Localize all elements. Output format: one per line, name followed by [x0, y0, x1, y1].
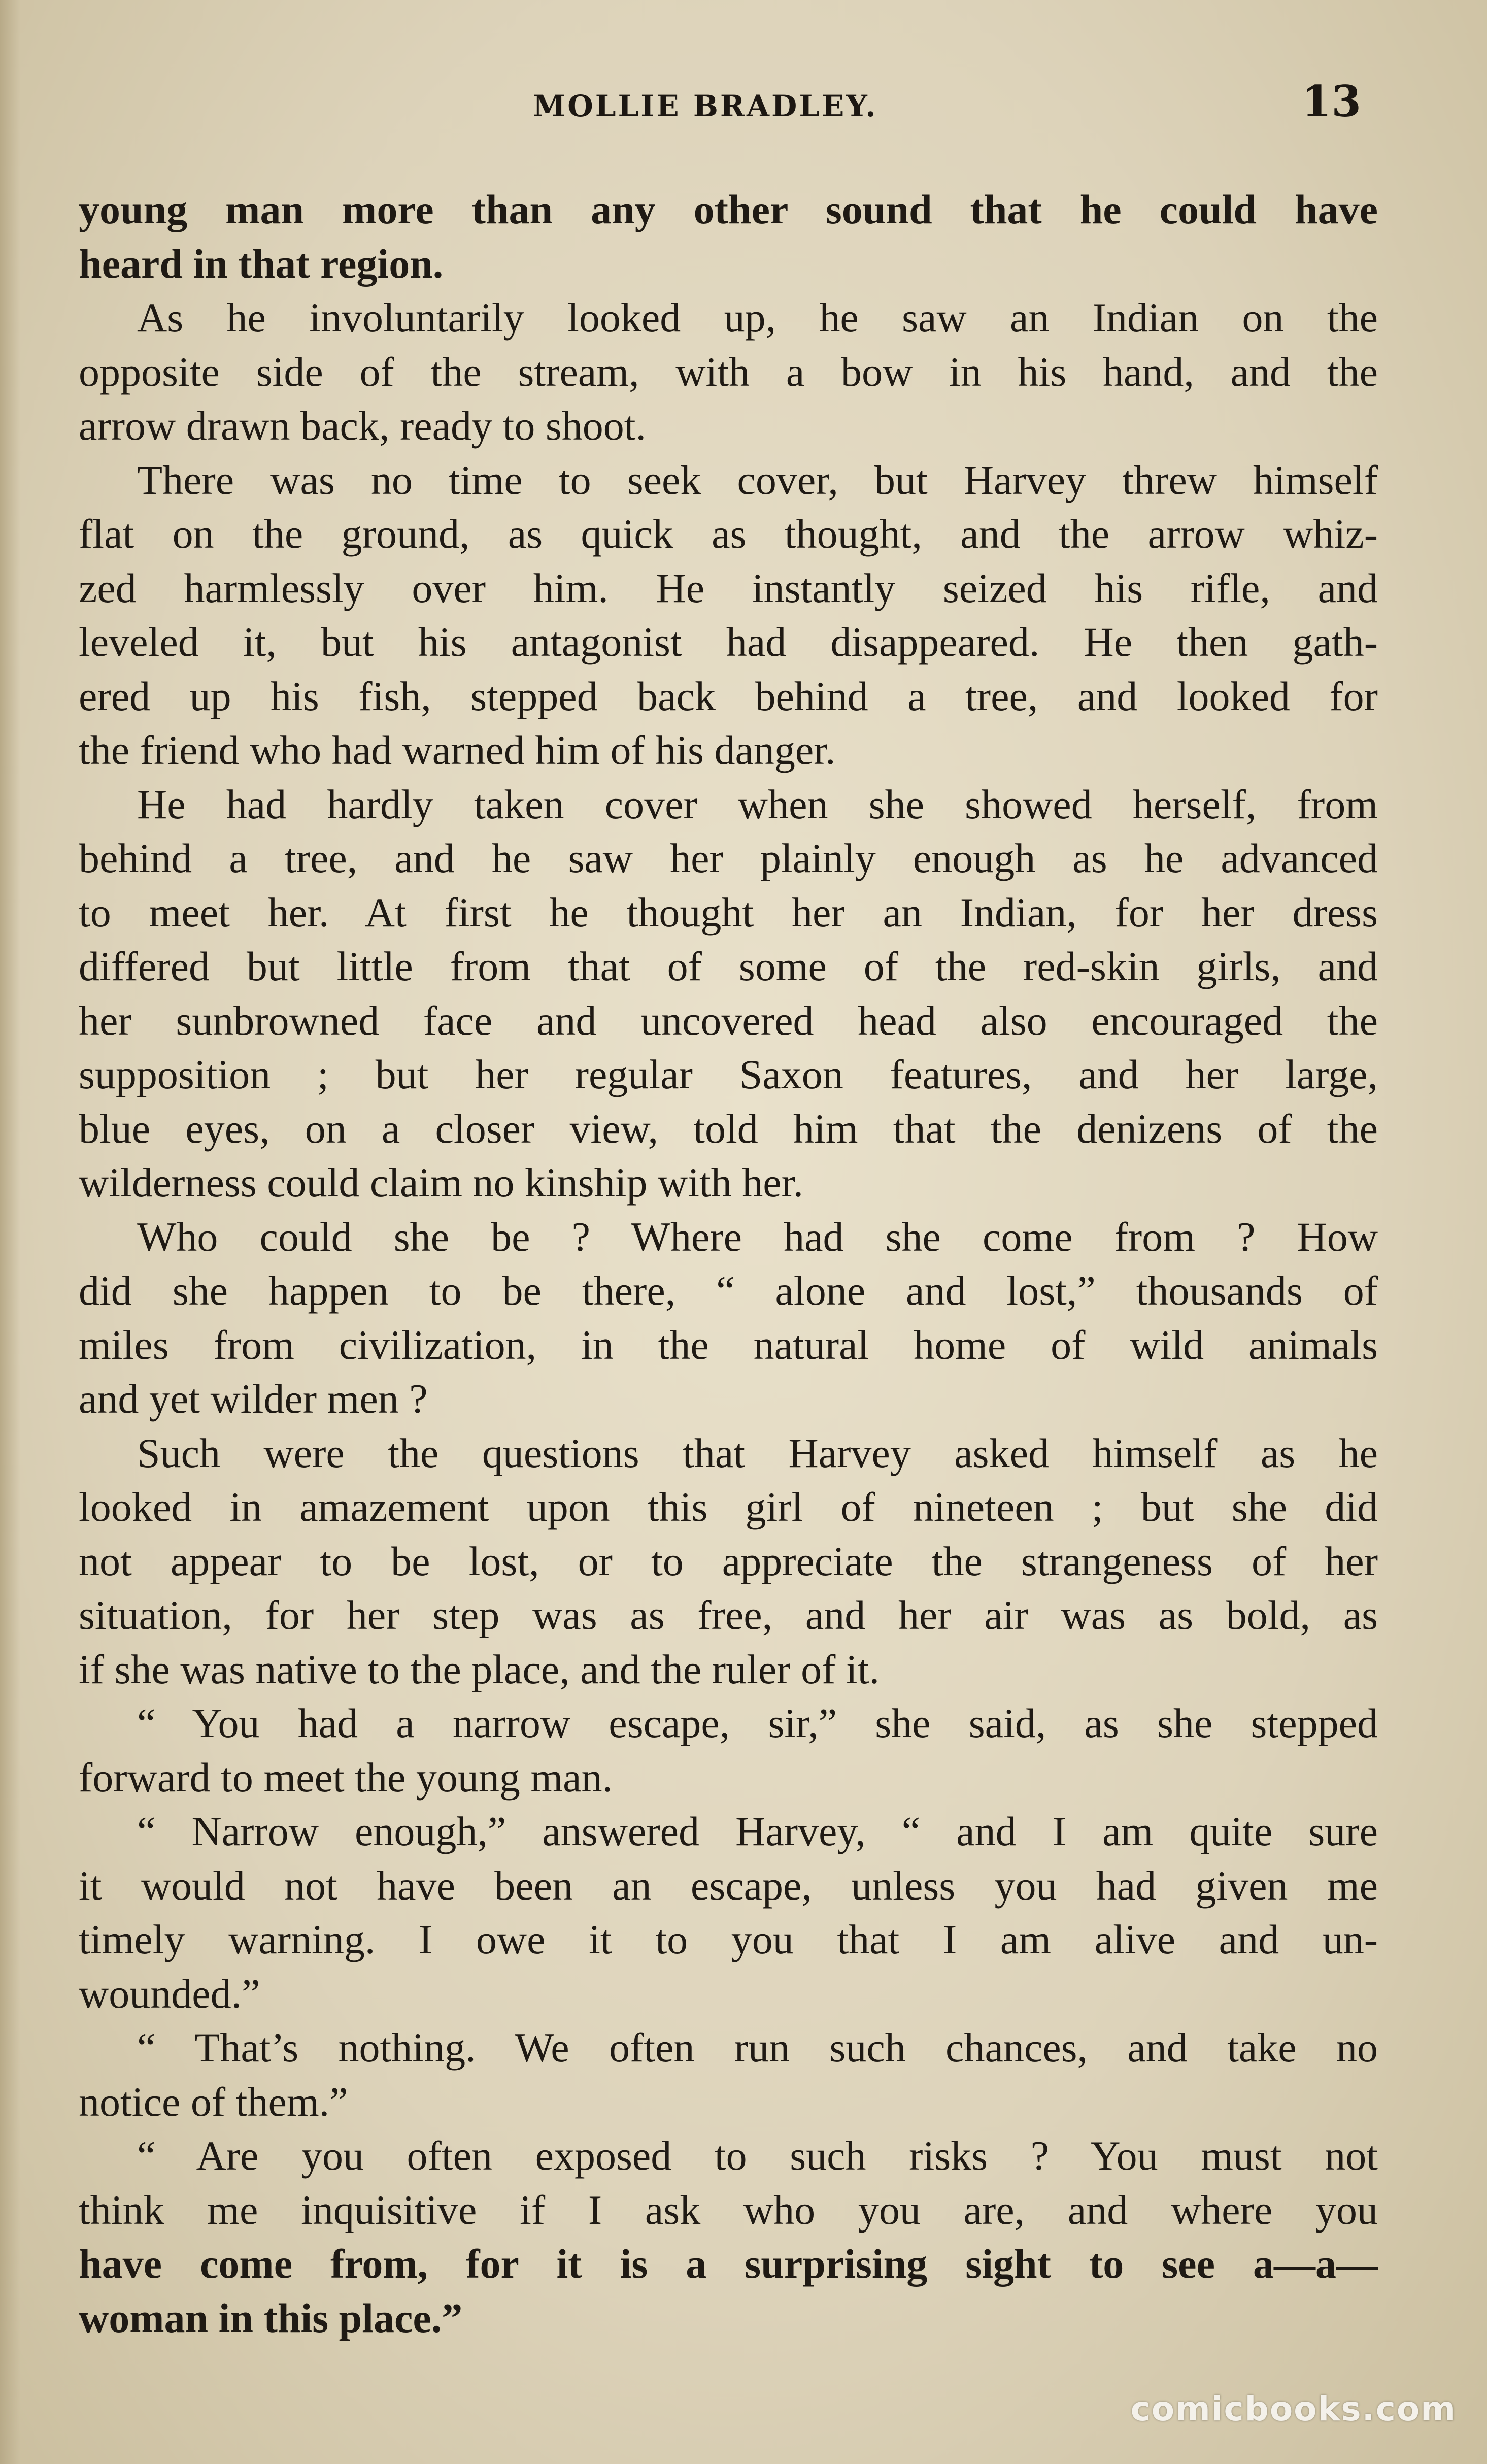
- text-line: arrow drawn back, ready to shoot.: [79, 403, 647, 449]
- text-line: the friend who had warned him of his danger.: [79, 727, 836, 773]
- text-line: woman in this place.”: [79, 2294, 463, 2341]
- page-body-text: [79, 183, 1378, 2345]
- text-line: “ You had a narrow escape, sir,” she said, as she stepped: [137, 1700, 1378, 1746]
- text-line: young man more than any other sound that he could have: [79, 186, 1378, 232]
- text-line: “ Are you often exposed to such risks ? You must not: [137, 2133, 1378, 2179]
- text-line: opposite side of the stream, with a bow in his hand, and the: [79, 348, 1378, 395]
- text-line: timely warning. I owe it to you that I am alive and un-: [79, 1916, 1378, 1962]
- text-line: differed but little from that of some of the red-skin girls, and: [79, 943, 1378, 989]
- text-line: not appear to be lost, or to appreciate the strangeness of her: [79, 1538, 1378, 1584]
- text-line: “ That’s nothing. We often run such chances, and take no: [137, 2024, 1378, 2071]
- text-line: He had hardly taken cover when she showed herself, from: [137, 781, 1378, 827]
- text-line: looked in amazement upon this girl of nineteen ; but she did: [79, 1484, 1378, 1530]
- page-number: 13: [1302, 76, 1361, 126]
- text-line: if she was native to the place, and the ruler of it.: [79, 1646, 880, 1692]
- page-header: [0, 76, 1487, 137]
- text-line: heard in that region.: [79, 240, 444, 287]
- text-line: ered up his fish, stepped back behind a tree, and looked for: [79, 673, 1378, 719]
- text-line: Such were the questions that Harvey asked himself as he: [137, 1429, 1378, 1476]
- text-line: wilderness could claim no kinship with her.: [79, 1159, 803, 1206]
- text-line: situation, for her step was as free, and her air was as bold, as: [79, 1592, 1378, 1638]
- text-line: “ Narrow enough,” answered Harvey, “ and I am quite sure: [137, 1808, 1378, 1854]
- text-line: supposition ; but her regular Saxon features, and her large,: [79, 1051, 1378, 1097]
- text-line: to meet her. At first he thought her an Indian, for her dress: [79, 889, 1378, 936]
- text-line: notice of them.”: [79, 2078, 348, 2125]
- text-line: flat on the ground, as quick as thought, and the arrow whiz-: [79, 511, 1378, 557]
- text-line: blue eyes, on a closer view, told him that the denizens of the: [79, 1105, 1378, 1152]
- page-left-edge-shadow: [0, 0, 20, 2464]
- running-head: MOLLIE BRADLEY.: [533, 89, 878, 123]
- watermark: comicbooks.com: [1130, 2389, 1457, 2428]
- text-line: leveled it, but his antagonist had disappeared. He then gath-: [79, 619, 1378, 665]
- text-line: her sunbrowned face and uncovered head also encouraged the: [79, 997, 1378, 1044]
- text-line: miles from civilization, in the natural home of wild animals: [79, 1321, 1378, 1368]
- text-line: forward to meet the young man.: [79, 1754, 613, 1801]
- text-line: Who could she be ? Where had she come from ? How: [137, 1213, 1378, 1260]
- text-line: behind a tree, and he saw her plainly enough as he advanced: [79, 835, 1378, 881]
- text-line: it would not have been an escape, unless you had given me: [79, 1862, 1378, 1909]
- text-line: have come from, for it is a surprising sight to see a—a—: [79, 2241, 1378, 2287]
- text-line: There was no time to seek cover, but Harvey threw himself: [137, 456, 1378, 503]
- text-line: wounded.”: [79, 1970, 260, 2017]
- text-line: did she happen to be there, “ alone and lost,” thousands of: [79, 1268, 1378, 1314]
- text-line: think me inquisitive if I ask who you are, and where you: [79, 2186, 1378, 2233]
- text-line: and yet wilder men ?: [79, 1376, 428, 1422]
- text-line: As he involuntarily looked up, he saw an Indian on the: [137, 294, 1378, 341]
- text-line: zed harmlessly over him. He instantly seized his rifle, and: [79, 564, 1378, 611]
